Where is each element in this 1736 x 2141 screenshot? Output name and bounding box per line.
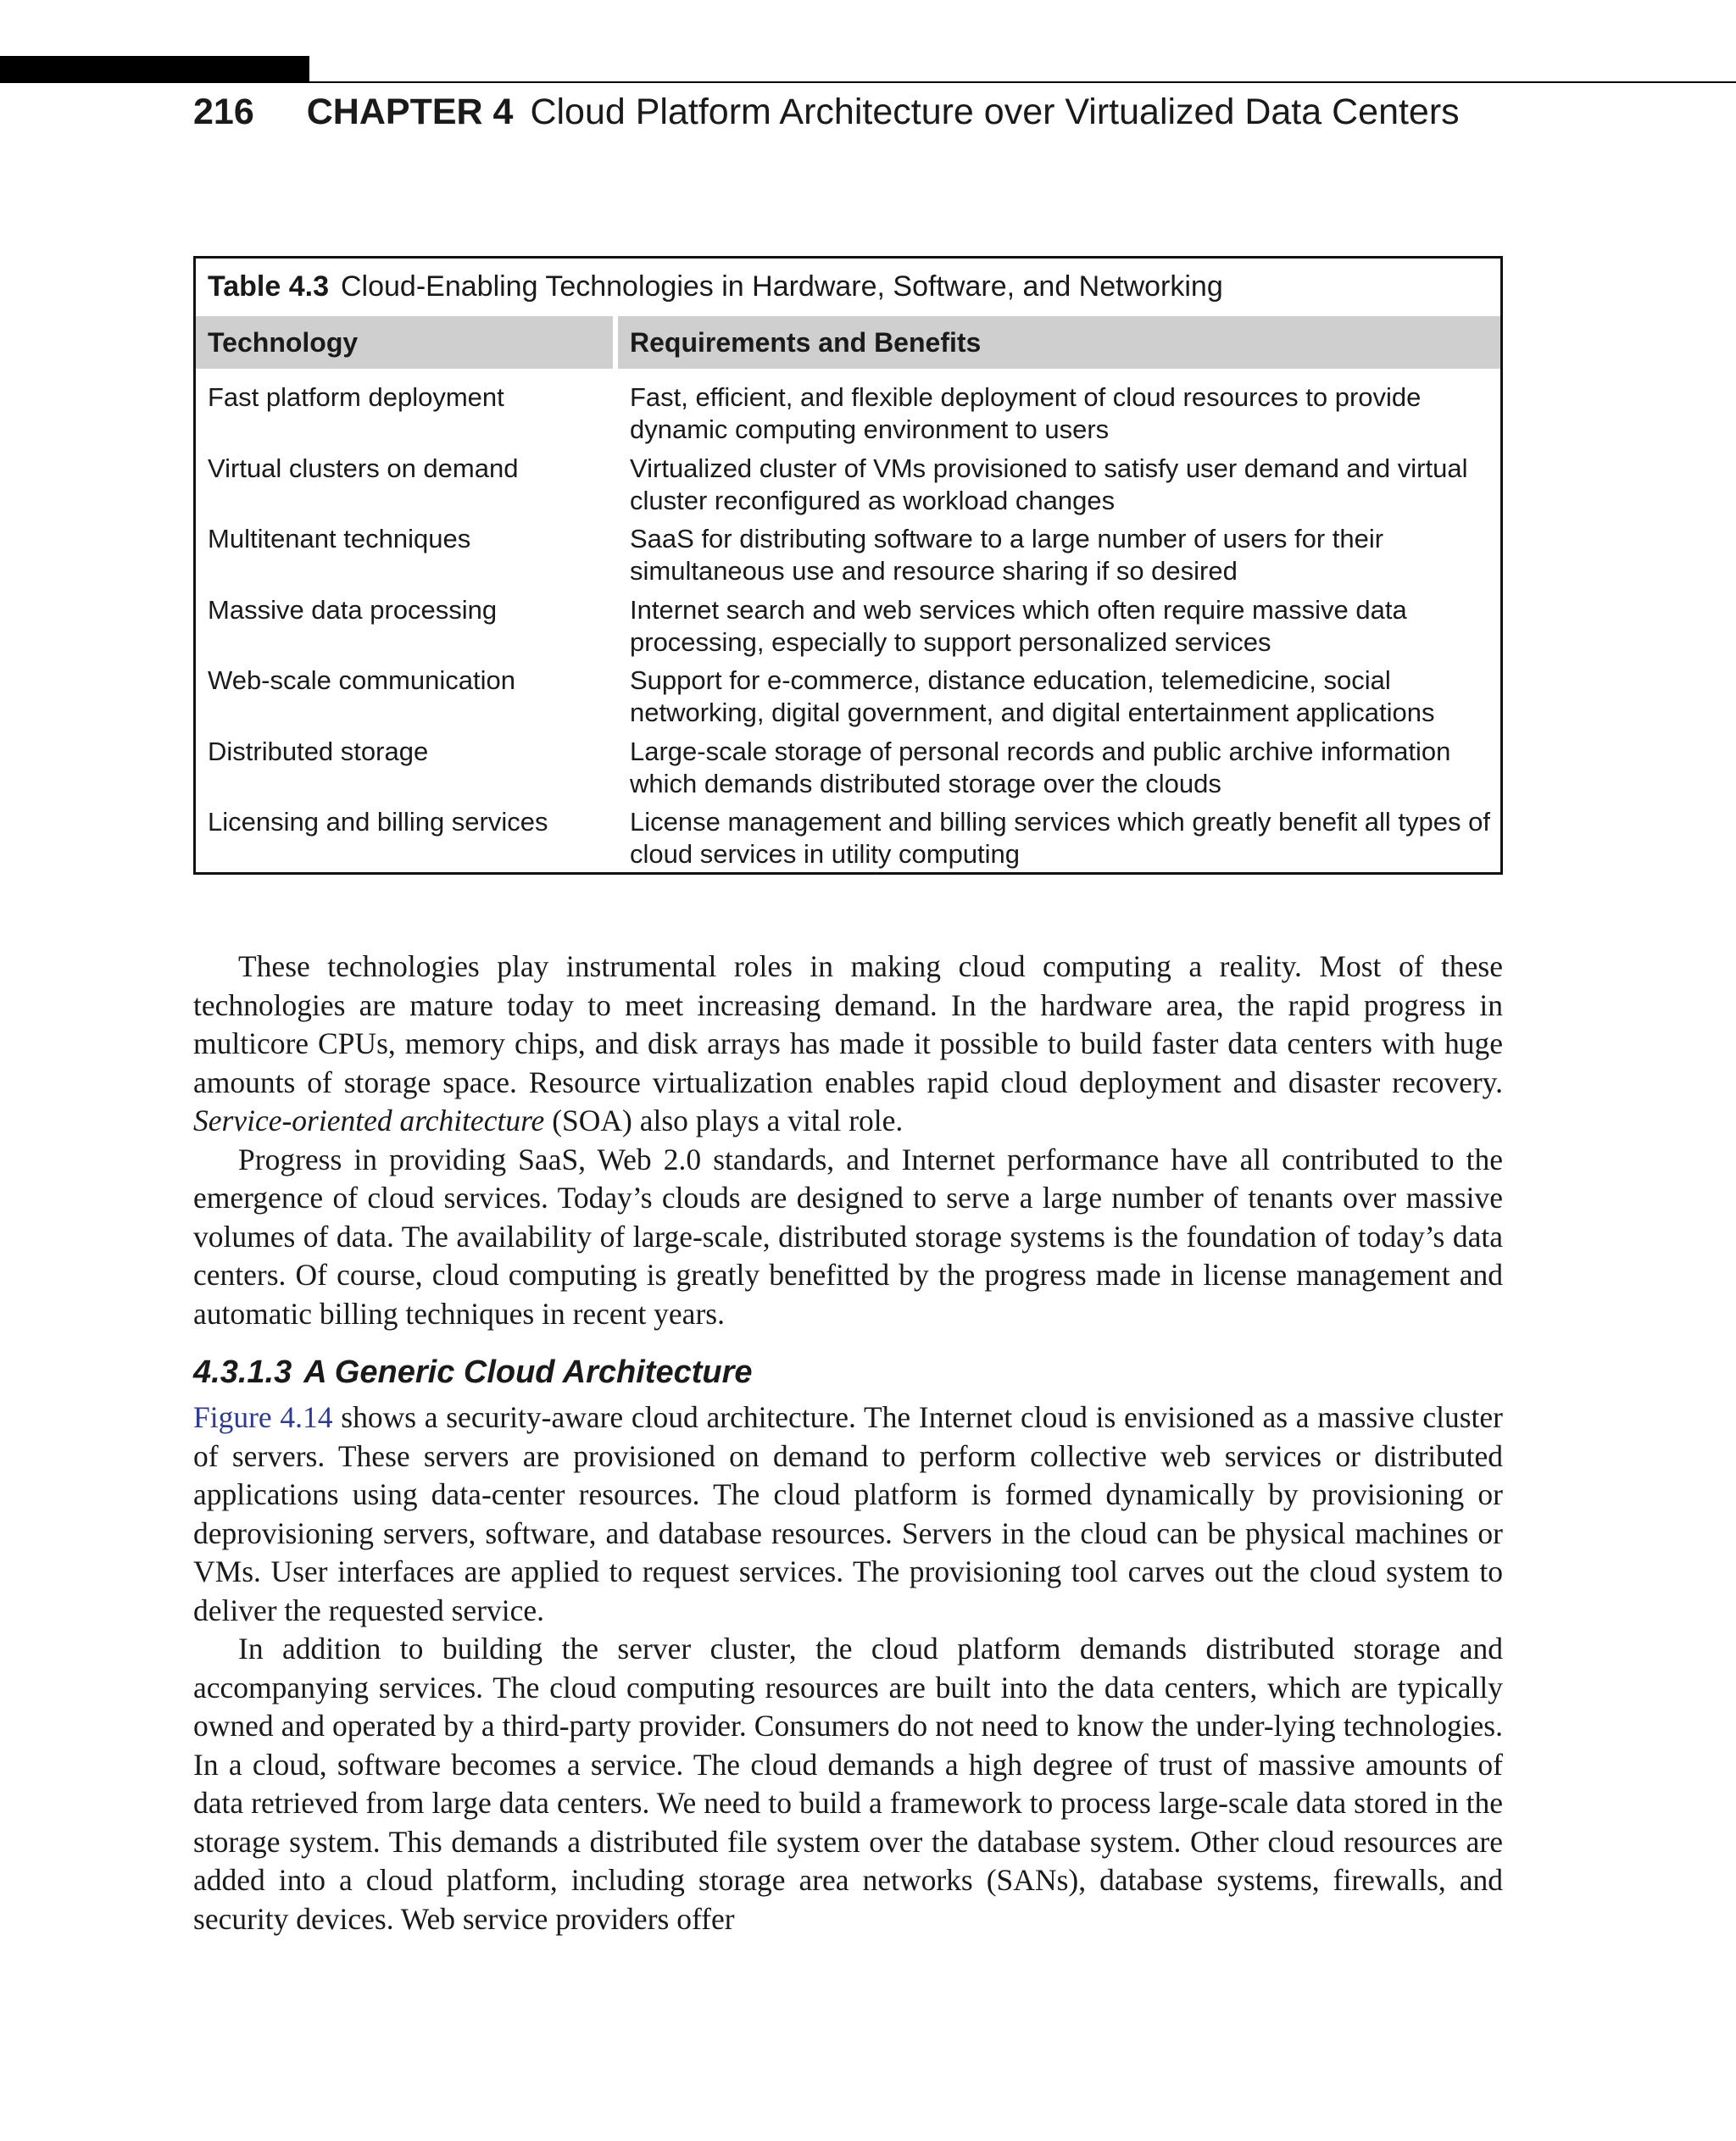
page-number: 216 bbox=[193, 92, 254, 132]
section-heading bbox=[193, 1354, 753, 1391]
table-row bbox=[196, 806, 1500, 877]
benefits-cell: Large-scale storage of personal records and public archive information which demands distributed storage over the clouds bbox=[630, 736, 1451, 798]
table-header-row bbox=[196, 316, 1500, 369]
paragraph-text: shows a security-aware cloud architecture. The Internet cloud is envisioned as a massive cluster of servers. These servers are provisioned on demand to perform collective web services or distributed applications using data-center resources. The cloud platform is formed dynamically by provisioning or deprovisioning servers, software, and database resources. Servers in the cloud can be physical machines or VMs. User interfaces are applied to request services. The provisioning tool carves out the cloud system to deliver the requested service. bbox=[193, 1400, 1504, 1627]
section-title: A Generic Cloud Architecture bbox=[303, 1354, 753, 1390]
benefits-cell: Fast, efficient, and flexible deployment of cloud resources to provide dynamic computing environment to users bbox=[630, 382, 1422, 444]
benefits-cell: Virtualized cluster of VMs provisioned to satisfy user demand and virtual cluster reconfigured as workload changes bbox=[630, 453, 1468, 515]
technology-cell: Fast platform deployment bbox=[208, 382, 504, 412]
body-text-upper bbox=[193, 948, 1503, 1333]
section-number: 4.3.1.3 bbox=[193, 1354, 292, 1390]
technology-cell: Multitenant techniques bbox=[208, 524, 471, 553]
benefits-cell: Internet search and web services which often require massive data processing, especially to support personalized services bbox=[630, 594, 1407, 657]
table-row bbox=[196, 736, 1500, 807]
figure-link[interactable]: Figure 4.14 bbox=[193, 1400, 333, 1434]
paragraph: Progress in providing SaaS, Web 2.0 standards, and Internet performance have all contributed to the emergence of cloud services. Today’s clouds are designed to serve a large number of tenants over massive volumes of data. The availability of large-scale, distributed storage systems is the foundation of today’s data centers. Of course, cloud computing is greatly benefitted by the progress made in license management and automatic billing techniques in recent years. bbox=[193, 1142, 1503, 1331]
paragraph: In addition to building the server cluster, the cloud platform demands distributed storage and accompanying services. The cloud computing resources are built into the data centers, which are typically owned and operated by a third-party provider. Consumers do not need to know the under-lying technologies. In a cloud, software becomes a service. The cloud demands a high degree of trust of massive amounts of data retrieved from large data centers. We need to build a framework to process large-scale data stored in the storage system. This demands a distributed file system over the database system. Other cloud resources are added into a cloud platform, including storage area networks (SANs), database systems, firewalls, and security devices. Web service providers offer bbox=[193, 1632, 1503, 1936]
italic-term: Service-oriented architecture bbox=[193, 1104, 545, 1137]
table-4-3 bbox=[193, 256, 1503, 875]
header-rule bbox=[309, 81, 1736, 83]
technology-cell: Massive data processing bbox=[208, 594, 498, 625]
technology-cell: Licensing and billing services bbox=[208, 807, 548, 837]
table-row bbox=[196, 453, 1500, 524]
paragraph bbox=[193, 948, 1503, 1141]
technology-cell: Web-scale communication bbox=[208, 665, 515, 695]
column-header-technology: Technology bbox=[196, 316, 613, 369]
table-row bbox=[196, 665, 1500, 736]
table-body bbox=[196, 381, 1500, 877]
header-bar-block bbox=[0, 56, 309, 83]
benefits-cell: SaaS for distributing software to a large number of users for their simultaneous use and resource sharing if so desired bbox=[630, 524, 1384, 586]
table-number: Table 4.3 bbox=[208, 270, 329, 303]
benefits-cell: License management and billing services which greatly benefit all types of cloud services in utility computing bbox=[630, 807, 1490, 869]
paragraph-text: These technologies play instrumental roles in making cloud computing a reality. Most of these technologies are mature today to meet increasing demand. In the hardware area, the rapid progress in multicore CPUs, memory chips, and disk arrays has made it possible to build faster data centers with huge amounts of storage space. Resource virtualization enables rapid cloud deployment and disaster recovery. bbox=[193, 949, 1503, 1099]
table-row bbox=[196, 381, 1500, 453]
technology-cell: Distributed storage bbox=[208, 736, 429, 766]
column-header-requirements: Requirements and Benefits bbox=[618, 316, 1500, 369]
running-head bbox=[193, 92, 1460, 142]
benefits-cell: Support for e-commerce, distance education, telemedicine, social networking, digital government, and digital entertainment applications bbox=[630, 665, 1435, 727]
table-row bbox=[196, 594, 1500, 665]
chapter-title: Cloud Platform Architecture over Virtualized Data Centers bbox=[530, 92, 1460, 132]
table-caption-text: Cloud-Enabling Technologies in Hardware, Software, and Networking bbox=[341, 270, 1223, 303]
chapter-label: CHAPTER 4 bbox=[306, 92, 514, 132]
paragraph-text: (SOA) also plays a vital role. bbox=[544, 1104, 904, 1137]
body-text-lower bbox=[193, 1399, 1503, 1938]
technology-cell: Virtual clusters on demand bbox=[208, 453, 519, 483]
table-row bbox=[196, 523, 1500, 594]
table-caption bbox=[208, 270, 1223, 303]
paragraph bbox=[193, 1399, 1503, 1630]
